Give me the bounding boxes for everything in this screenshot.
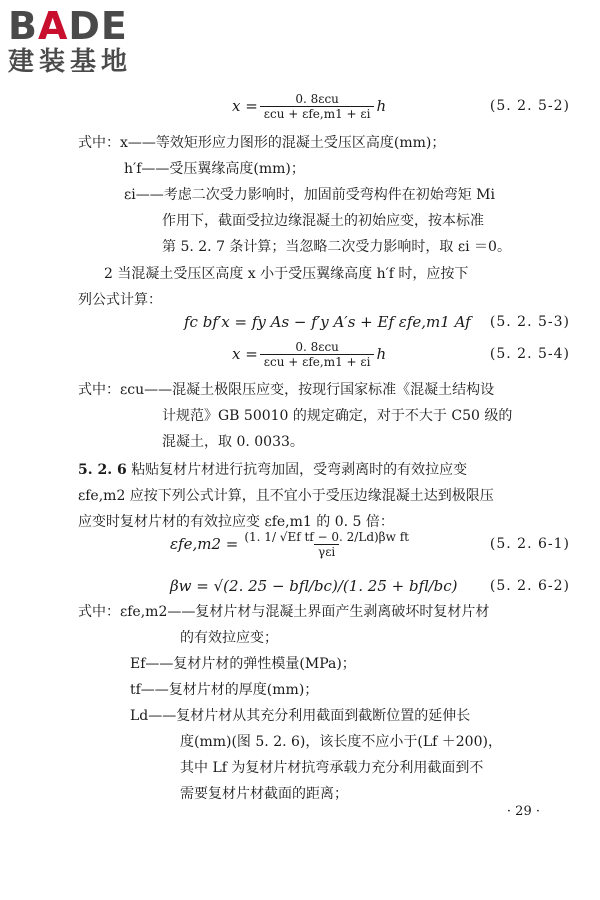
bade-logo [8,6,132,78]
definition-epsilon-cu-cont2: 混凝土，取 0. 0033。 [162,434,304,450]
equation-tail: h [376,345,387,363]
equation-5-2-6-1 [100,524,570,564]
clause-2-text-cont: 列公式计算： [78,292,162,308]
definition-ld-cont3: 需要复材片材截面的距离； [180,786,348,802]
definition-epsilon-fe-m2-cont: 的有效拉应变； [180,630,278,646]
logo-letters-de: DE [68,4,128,48]
clause-text: 粘贴复材片材进行抗弯加固，受弯剥离时的有效拉应变 [131,462,468,478]
definition-epsilon-i: εi——考虑二次受力影响时，加固前受弯构件在初始弯矩 Mi [124,187,495,203]
logo-letter-b: B [8,4,38,48]
fraction [260,340,375,369]
equation-number: (5. 2. 6-2) [489,578,570,594]
equation-5-2-6-2 [100,566,570,606]
equation-body [170,524,415,564]
equation-body: fc bf′x = fy As − f′y A′s + Ef εfe,m1 Af [184,313,471,331]
definition-tf: tf——复材片材的厚度(mm)； [130,682,319,698]
page-number: · 29 · [506,804,540,819]
definition-ld-cont: 度(mm)(图 5. 2. 6)，该长度不应小于(Lf ＋200)， [180,734,502,750]
logo-wordmark [8,6,132,46]
clause-5-2-6-cont: εfe,m2 应按下列公式计算，且不宜小于受压边缘混凝土达到极限压 [78,488,494,504]
clause-5-2-6 [78,460,467,480]
definition-x: 式中：x——等效矩形应力图形的混凝土受压区高度(mm)； [78,135,446,151]
fraction-denominator: εcu + εfe,m1 + εi [260,106,375,121]
equation-number: (5. 2. 5-2) [489,98,570,114]
equation-5-2-5-4 [100,334,570,374]
equation-body [232,334,386,374]
equation-number: (5. 2. 6-1) [489,536,570,552]
definition-epsilon-i-cont2: 第 5. 2. 7 条计算；当忽略二次受力影响时，取 εi ＝0。 [162,239,511,255]
fraction-numerator: 0. 8εcu [295,339,339,354]
definition-ld-cont2: 其中 Lf 为复材片材抗弯承载力充分利用截面到不 [180,760,484,776]
definition-hf: h′f——受压翼缘高度(mm)； [124,161,305,177]
fraction-numerator: 0. 8εcu [295,91,339,106]
fraction-denominator: εcu + εfe,m1 + εi [260,354,375,369]
equation-number: (5. 2. 5-3) [489,314,570,330]
definition-epsilon-i-cont: 作用下，截面受拉边缘混凝土的初始应变，按本标准 [162,213,484,229]
equation-tail: h [376,97,387,115]
fraction [240,530,413,559]
equation-number: (5. 2. 5-4) [489,346,570,362]
fraction-denominator: γεi [314,544,339,559]
clause-number: 5. 2. 6 [78,462,127,478]
clause-2-text: 2 当混凝土受压区高度 x 小于受压翼缘高度 h′f 时，应按下 [104,266,469,282]
logo-subtitle: 建装基地 [8,47,133,77]
definition-epsilon-cu-cont: 计规范》GB 50010 的规定确定，对于不大于 C50 级的 [162,408,513,424]
logo-letter-a: A [37,4,69,48]
fraction-numerator: (1. 1/ √Ef tf − 0. 2/Ld)βw ft [244,529,409,544]
equation-lhs: x = [232,97,258,115]
equation-lhs: εfe,m2 = [170,535,239,553]
definition-ld: Ld——复材片材从其充分利用截面到截断位置的延伸长 [130,708,471,724]
definition-epsilon-fe-m2: 式中：εfe,m2——复材片材与混凝土界面产生剥离破坏时复材片材 [78,604,490,620]
equation-body [232,86,386,126]
fraction [260,92,375,121]
definition-epsilon-cu: 式中：εcu——混凝土极限压应变，按现行国家标准《混凝土结构设 [78,382,495,398]
clause-5-2-6-cont2: 应变时复材片材的有效拉应变 εfe,m1 的 0. 5 倍： [78,514,394,530]
equation-5-2-5-2 [100,86,570,126]
equation-lhs: x = [232,345,258,363]
equation-body: βw = √(2. 25 − bfl/bc)/(1. 25 + bfl/bc) [170,577,458,595]
definition-ef: Ef——复材片材的弹性模量(MPa)； [130,656,356,672]
